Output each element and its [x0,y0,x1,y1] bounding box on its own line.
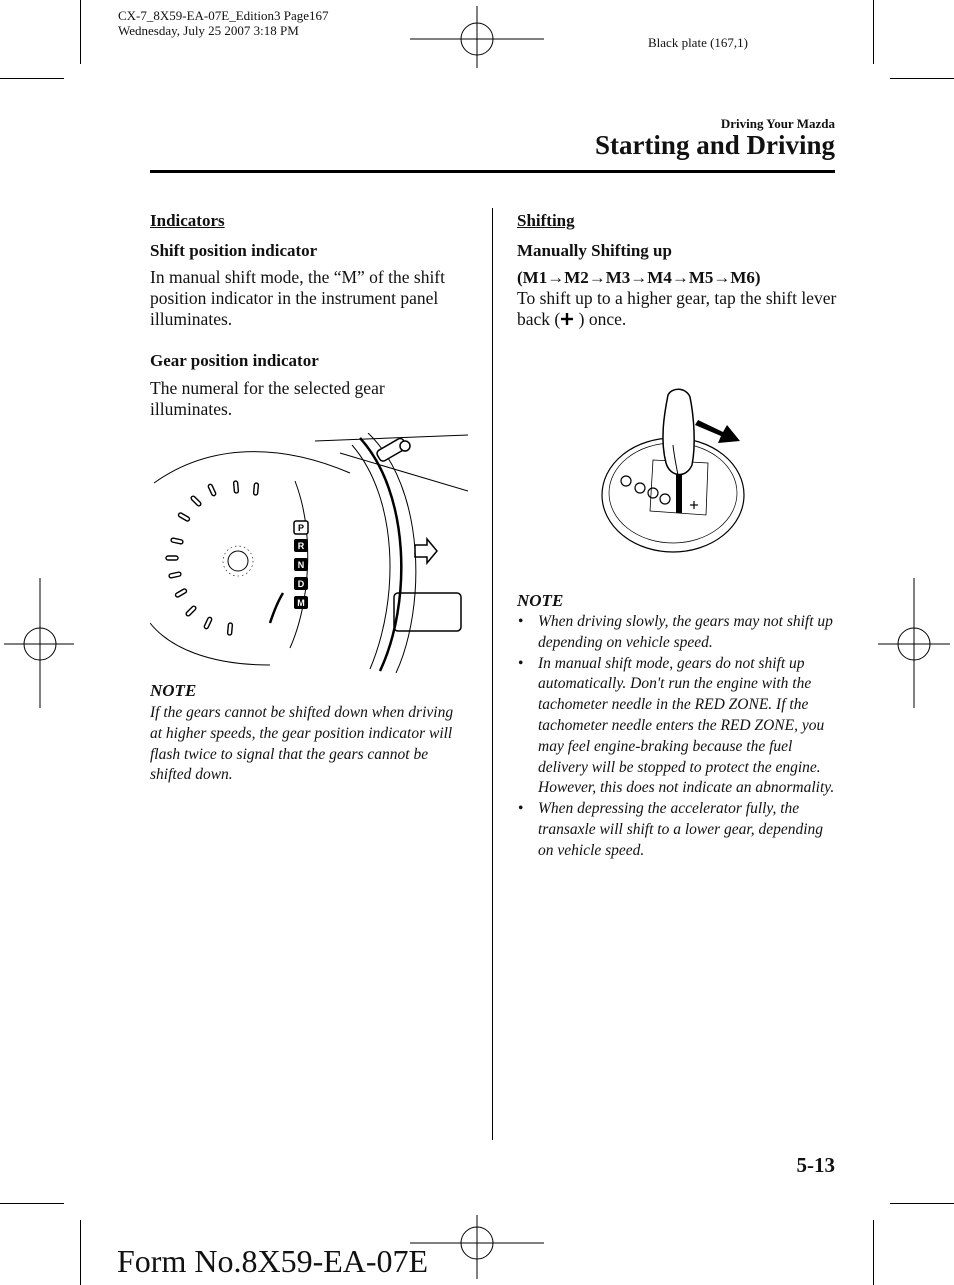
shift-position-title: Shift position indicator [150,241,318,260]
gear-indicator-stack [294,521,308,609]
plus-icon [560,312,574,326]
instrument-cluster-illustration [150,433,468,673]
right-note-title: NOTE [517,591,564,610]
arrow-back-icon [695,420,740,443]
section-label: Driving Your Mazda [720,116,835,131]
registration-mark-right [878,578,950,708]
list-item: • When depressing the accelerator fully, the transaxle will shift to a lower gear, depending on vehicle speed. [518,800,824,859]
indicator-n: N [297,560,305,570]
shift-position-text: In manual shift mode, the “M” of the shift position indicator in the instrument panel illuminates. [150,267,445,329]
column-divider [492,208,493,1140]
header-rule [150,170,835,173]
plate-label: Black plate (167,1) [648,35,748,50]
list-item: • In manual shift mode, gears do not shift up automatically. Don't run the engine with the tachometer needle in the RED ZONE. If the tachometer needle enters the RED ZONE, you may feel engine-braking because the fuel delivery will be stopped to protect the engine. However, this does not indicate an abnormality. [518,654,835,797]
gear-position-text: The numeral for the selected gear illuminates. [150,378,385,419]
page-number: 5-13 [796,1153,835,1177]
left-note-text: If the gears cannot be shifted down when driving at higher speeds, the gear position indicator will flash twice to signal that the gears cannot be shifted down. [150,704,454,784]
gear-sequence: (M1→M2→M3→M4→M5→M6) [517,268,761,287]
shift-up-text [517,288,837,330]
registration-mark-left [4,578,74,708]
left-column [150,211,470,420]
indicator-d: D [297,579,305,589]
registration-mark-top [410,6,544,68]
print-header-file: CX-7_8X59-EA-07E_Edition3 Page167 [118,8,329,23]
right-note [517,591,839,862]
shifting-heading: Shifting [517,211,575,230]
shift-up-text-after: ) once. [574,309,627,329]
gear-position-title: Gear position indicator [150,351,319,370]
indicator-r: R [297,541,305,551]
page-title: Starting and Driving [594,130,835,160]
form-number: Form No.8X59-EA-07E [117,1243,429,1279]
indicators-heading: Indicators [150,211,225,230]
left-note [150,681,460,786]
indicator-m: M [297,598,305,608]
right-note-list [517,612,839,862]
print-header-date: Wednesday, July 25 2007 3:18 PM [118,23,299,38]
shift-up-text-before: To shift up to a higher gear, tap the shift lever back ( [517,288,837,329]
list-item: • When driving slowly, the gears may not shift up depending on vehicle speed. [518,613,833,651]
manual-shift-title: Manually Shifting up [517,241,672,260]
print-header [118,8,329,38]
gauge-ticks [166,481,259,635]
shift-lever-illustration [598,385,748,555]
indicator-p: P [297,523,305,533]
right-column [517,211,837,330]
registration-mark-bottom [410,1215,544,1279]
left-note-title: NOTE [150,681,197,700]
